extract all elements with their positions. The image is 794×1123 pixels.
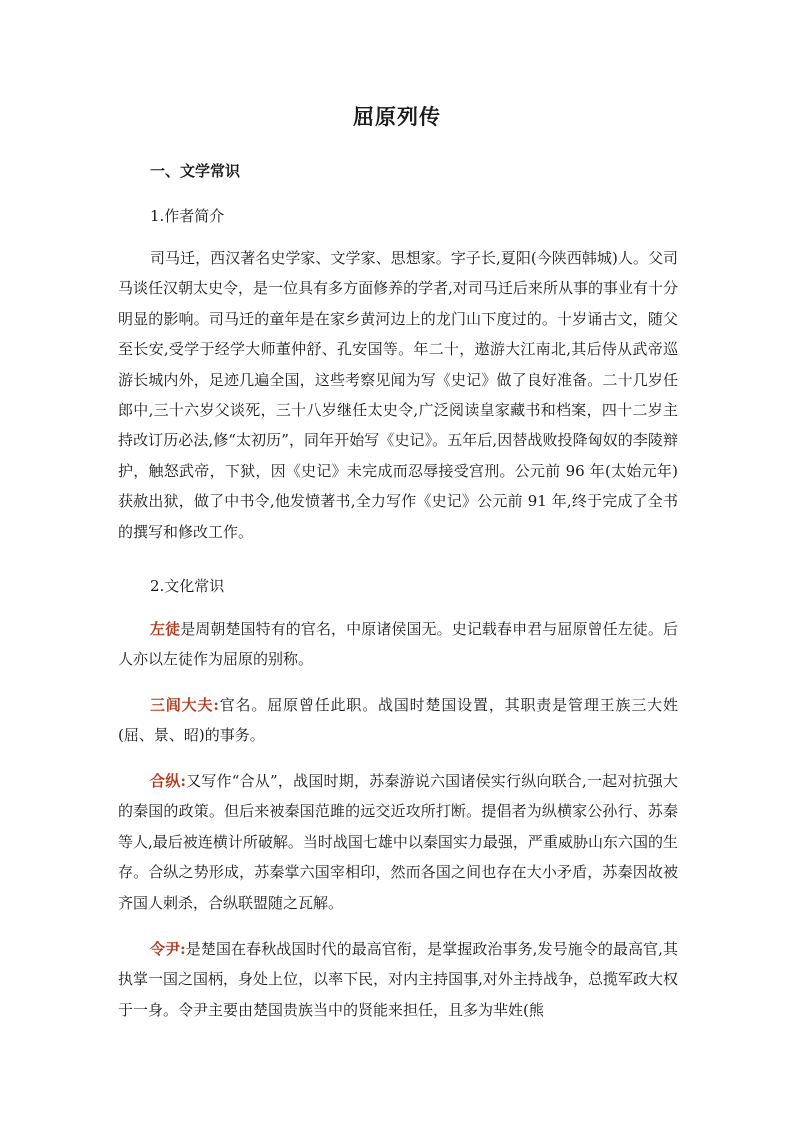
document-title: 屈原列传 [353, 105, 441, 129]
term-label: 令尹: [150, 940, 186, 958]
term-entry-lingyin [118, 934, 678, 1025]
author-intro-paragraph: 司马迁，西汉著名史学家、文学家、思想家。字子长,夏阳(今陕西韩城)人。父司马谈任汉朝太史令，是一位具有多方面修养的学者,对司马迁后来所从事的事业有十分明显的影响。司马迁的童年是在家乡黄河边上的龙门山下度过的。十岁诵古文，随父至长安,受学于经学大师董仲舒、孔安国等。年二十，遨游大江南北,其后侍从武帝巡游长城内外，足迹几遍全国，这些考察见闻为写《史记》做了良好准备。二十几岁任郎中,三十六岁父谈死，三十八岁继任太史令,广泛阅读皇家藏书和档案，四十二岁主持改订历必法,修“太初历”，同年开始写《史记》。五年后,因替战败投降匈奴的李陵辩护，触怒武帝，下狱，因《史记》未完成而忍辱接受宫刑。公元前 96 年(太始元年)获赦出狱，做了中书令,他发愤著书,全力写作《史记》公元前 91 年,终于完成了全书的撰写和修改工作。 [118, 249, 678, 541]
term-definition: 官名。屈原曾任此职。战国时楚国设置，其职责是管理王族三大姓(屈、景、昭)的事务。 [118, 696, 678, 745]
subheading-cultural-knowledge: 2.文化常识 [150, 577, 225, 595]
term-entry-sanlvdafu [118, 690, 678, 751]
term-label: 合纵: [150, 772, 186, 790]
term-label: 左徒 [150, 620, 181, 638]
subheading-author-intro: 1.作者简介 [150, 207, 225, 225]
term-definition: 又写作“合从”，战国时期，苏秦游说六国诸侯实行纵向联合,一起对抗强大的秦国的政策。但后来被秦国范雎的远交近攻所打断。提倡者为纵横家公孙行、苏秦等人,最后被连横计所破解。当时战国七雄中以秦国实力最强，严重威胁山东六国的生存。合纵之势形成，苏秦掌六国宰相印，然而各国之间也存在大小矛盾，苏秦因故被齐国人刺杀，合纵联盟随之瓦解。 [118, 772, 678, 912]
term-entry-hezong [118, 766, 678, 918]
term-definition: 是楚国在春秋战国时代的最高官衔，是掌握政治事务,发号施令的最高官,其执掌一国之国柄，身处上位，以率下民，对内主持国事,对外主持战争，总揽军政大权于一身。令尹主要由楚国贵族当中的贤能来担任，且多为芈姓(熊 [118, 940, 678, 1019]
term-entry-zuotu [118, 614, 678, 675]
term-label: 三闾大夫: [150, 696, 219, 714]
term-definition: 是周朝楚国特有的官名，中原诸侯国无。史记载春申君与屈原曾任左徒。后人亦以左徒作为屈原的别称。 [118, 620, 678, 669]
section-heading-literary-knowledge: 一、文学常识 [150, 162, 241, 180]
